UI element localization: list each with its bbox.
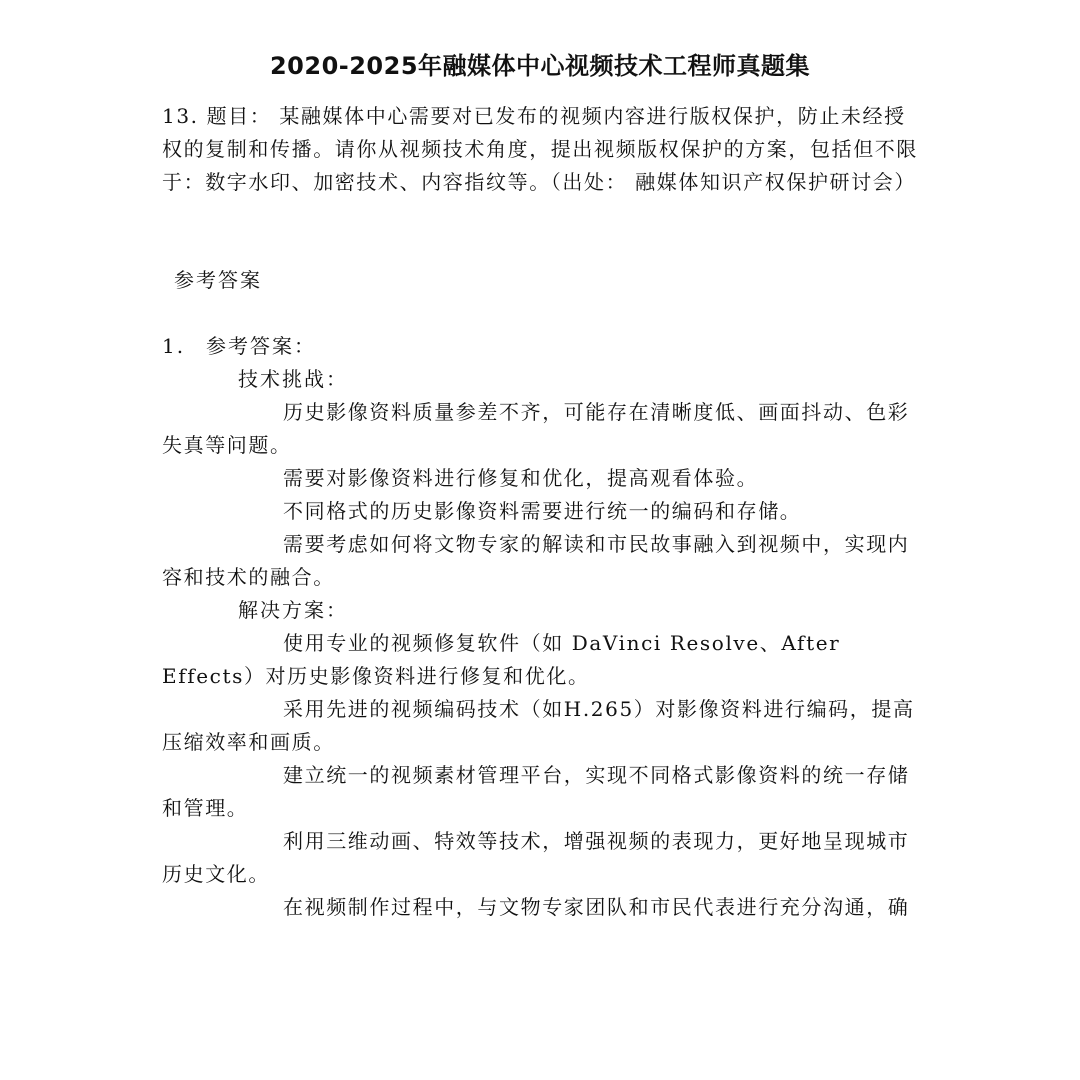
solution-item: 采用先进的视频编码技术（如H.265）对影像资料进行编码，提高压缩效率和画质。 xyxy=(162,697,915,754)
answer-intro xyxy=(162,330,316,363)
answer-number: 1. xyxy=(162,334,186,358)
challenge-item: 历史影像资料质量参差不齐，可能存在清晰度低、画面抖动、色彩失真等问题。 xyxy=(162,400,910,457)
challenges-heading: 技术挑战： xyxy=(238,367,348,391)
solution-item: 使用专业的视频修复软件（如 DaVinci Resolve、After Effects）对历史影像资料进行修复和优化。 xyxy=(162,631,841,688)
question-text: 13. 题目： 某融媒体中心需要对已发布的视频内容进行版权保护，防止未经授权的复制和传播。请你从视频技术角度，提出视频版权保护的方案，包括但不限于：数字水印、加密技术、内容指纹等。（出处： 融媒体知识产权保护研讨会） xyxy=(162,104,918,194)
solution-item: 在视频制作过程中，与文物专家团队和市民代表进行充分沟通，确 xyxy=(283,895,910,919)
answer-label: 参考答案： xyxy=(206,334,316,358)
challenge-item: 不同格式的历史影像资料需要进行统一的编码和存储。 xyxy=(283,499,802,523)
challenge-item: 需要对影像资料进行修复和优化，提高观看体验。 xyxy=(283,466,759,490)
solution-item: 利用三维动画、特效等技术，增强视频的表现力，更好地呈现城市历史文化。 xyxy=(162,829,910,886)
reference-answer-heading: 参考答案 xyxy=(174,268,262,292)
solutions-heading: 解决方案： xyxy=(238,598,348,622)
page-title: 2020-2025年融媒体中心视频技术工程师真题集 xyxy=(269,52,811,80)
challenge-item: 需要考虑如何将文物专家的解读和市民故事融入到视频中，实现内容和技术的融合。 xyxy=(162,532,910,589)
solution-item: 建立统一的视频素材管理平台，实现不同格式影像资料的统一存储和管理。 xyxy=(162,763,910,820)
